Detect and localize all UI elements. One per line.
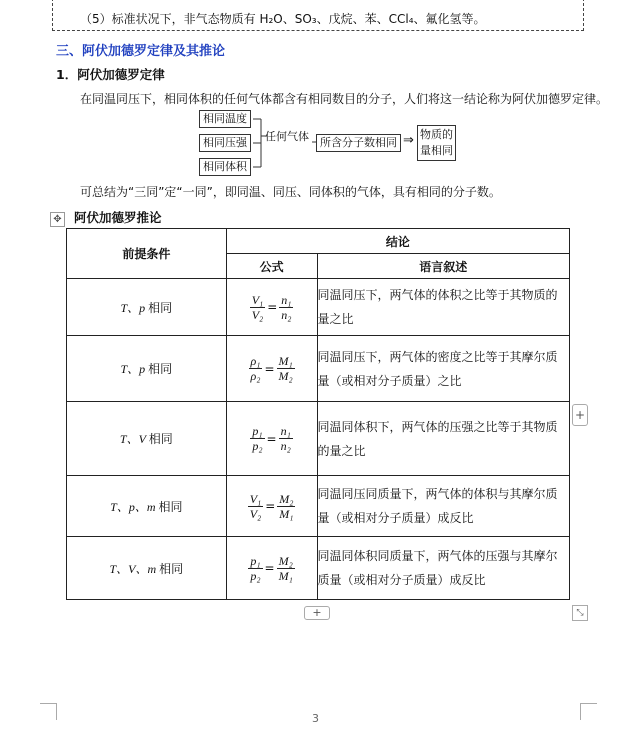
table-row xyxy=(67,402,570,476)
table-row xyxy=(67,476,570,537)
row-condition: T、V、m 相同 xyxy=(67,537,227,600)
row-condition: T、V 相同 xyxy=(67,402,227,476)
condition-volume: 相同体积 xyxy=(199,158,251,176)
diagram-arrow: ⇒ xyxy=(403,133,414,148)
diagram-result-line2: 量相同 xyxy=(420,144,453,157)
header-conclusion: 结论 xyxy=(226,229,569,254)
page-corner-mark-right xyxy=(580,703,597,720)
law-diagram xyxy=(195,108,465,176)
law-heading: 1．阿伏加德罗定律 xyxy=(56,67,165,82)
row-description: 同温同压下，两气体的体积之比等于其物质的量之比 xyxy=(317,279,570,336)
row-description: 同温同体积同质量下，两气体的压强与其摩尔质量（或相对分子质量）成反比 xyxy=(317,537,570,600)
law-summary: 可总结为“三同”定“一同”，即同温、同压、同体积的气体，具有相同的分子数。 xyxy=(80,185,501,199)
header-premise: 前提条件 xyxy=(67,229,227,279)
page-corner-mark-left xyxy=(40,703,57,720)
row-condition: T、p 相同 xyxy=(67,279,227,336)
diagram-middle: 任何气体 xyxy=(265,130,309,143)
inference-table xyxy=(66,228,570,600)
condition-pressure: 相同压强 xyxy=(199,134,251,152)
row-formula: $\frac{\text{V₁}}{\text{V₂}}$ = $\frac{\text{n₁}}{\text{n₂}}$ xyxy=(226,279,317,336)
diagram-result-line1: 物质的 xyxy=(420,128,453,141)
table-row xyxy=(67,336,570,402)
row-condition: T、p 相同 xyxy=(67,336,227,402)
row-condition: T、p、m 相同 xyxy=(67,476,227,537)
diagram-result xyxy=(417,125,456,161)
condition-temperature: 相同温度 xyxy=(199,110,251,128)
row-description: 同温同体积下，两气体的压强之比等于其物质的量之比 xyxy=(317,402,570,476)
section-title: 三、阿伏加德罗定律及其推论 xyxy=(56,44,226,59)
header-description: 语言叙述 xyxy=(317,254,570,279)
law-paragraph: 在同温同压下，相同体积的任何气体都含有相同数目的分子，人们将这一结论称为阿伏加德罗定律。 xyxy=(80,92,609,106)
row-formula: $\frac{\text{p₁}}{\text{p₂}}$ = $\frac{\text{n₁}}{\text{n₂}}$ xyxy=(226,402,317,476)
table-move-icon[interactable]: ✥ xyxy=(50,212,65,227)
row-formula: $\frac{\text{V₁}}{\text{V₂}}$ = $\frac{\text{M₂}}{\text{M₁}}$ xyxy=(226,476,317,537)
row-description: 同温同压下，两气体的密度之比等于其摩尔质量（或相对分子质量）之比 xyxy=(317,336,570,402)
table-row xyxy=(67,537,570,600)
diagram-contains: 所含分子数相同 xyxy=(316,134,401,152)
header-formula: 公式 xyxy=(226,254,317,279)
add-column-button[interactable]: + xyxy=(572,404,588,426)
row-description: 同温同压同质量下，两气体的体积与其摩尔质量（或相对分子质量）成反比 xyxy=(317,476,570,537)
inference-heading: 阿伏加德罗推论 xyxy=(74,210,162,225)
table-resize-icon[interactable]: ⤡ xyxy=(572,605,588,621)
row-formula: $\frac{\text{ρ₁}}{\text{ρ₂}}$ = $\frac{\text{M₁}}{\text{M₂}}$ xyxy=(226,336,317,402)
table-row xyxy=(67,279,570,336)
add-row-button[interactable]: + xyxy=(304,606,330,620)
page-number: 3 xyxy=(312,712,319,725)
previous-note: （5）标准状况下，非气态物质有 H₂O、SO₃、戊烷、苯、CCl₄、氟化氢等。 xyxy=(80,12,486,26)
row-formula: $\frac{\text{p₁}}{\text{p₂}}$ = $\frac{\text{M₂}}{\text{M₁}}$ xyxy=(226,537,317,600)
